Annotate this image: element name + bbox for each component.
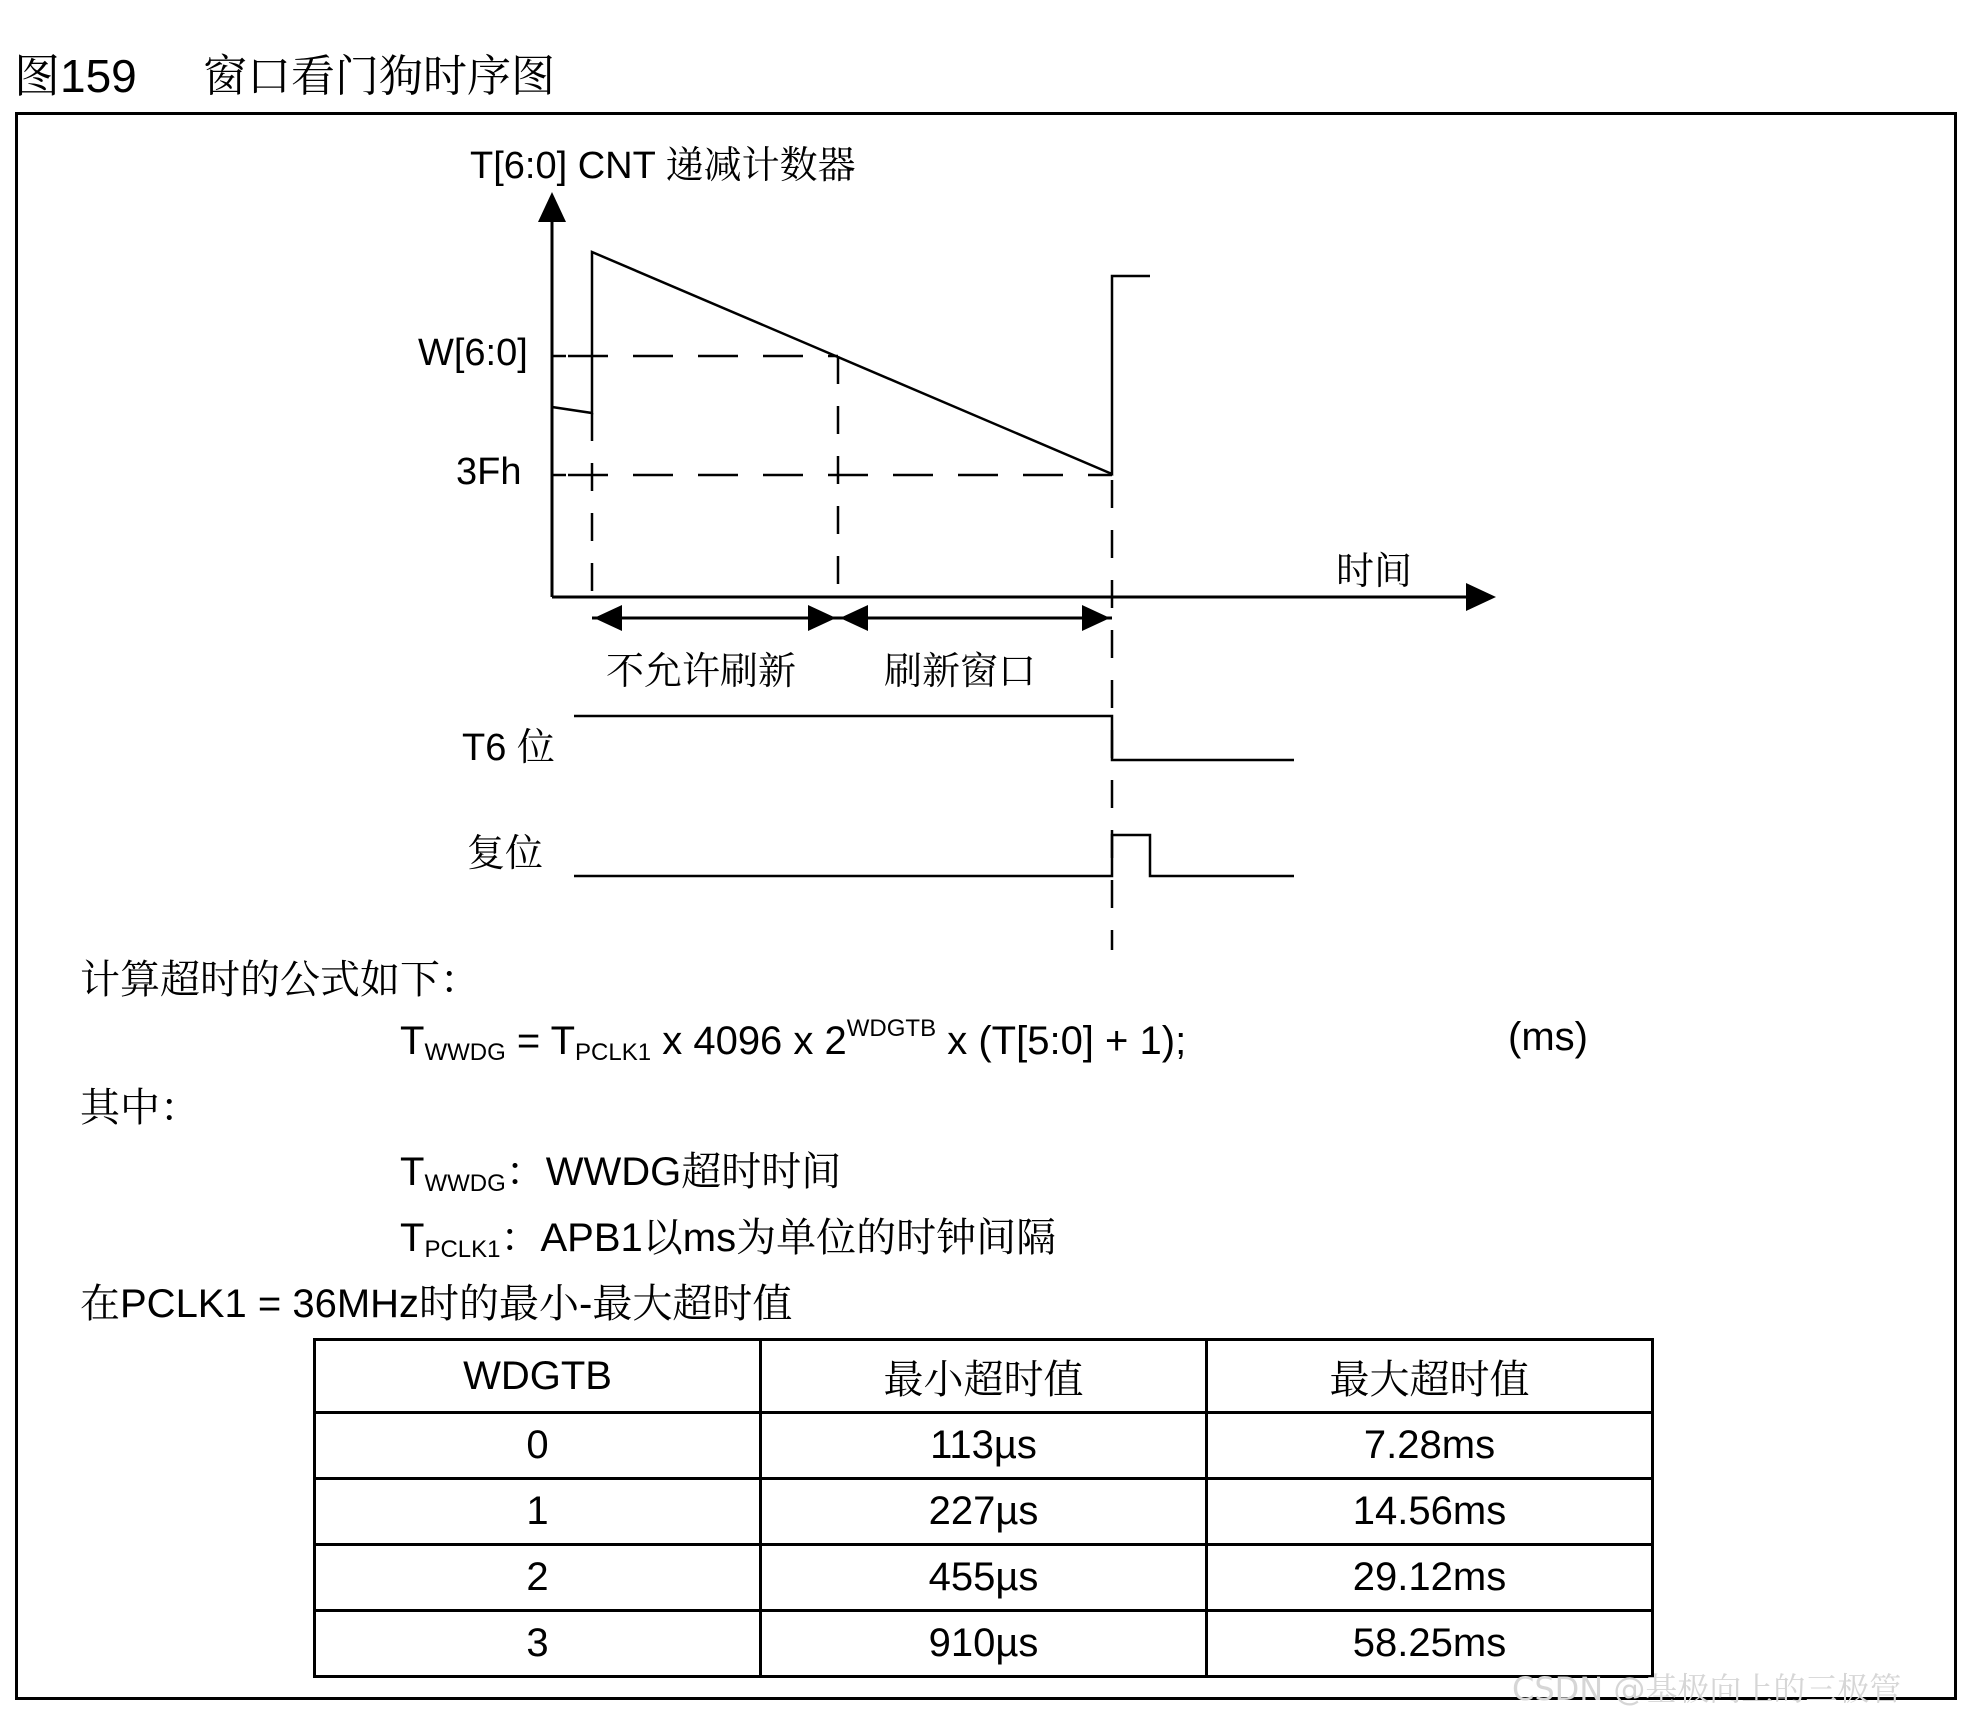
figure-title: 窗口看门狗时序图 [203, 51, 555, 102]
table-header-cell: 最大超时值 [1207, 1340, 1653, 1413]
table-cell: 3 [315, 1611, 761, 1677]
w-level-label: W[6:0] [418, 332, 528, 374]
table-row [315, 1479, 1653, 1545]
table-cell: 2 [315, 1545, 761, 1611]
watermark: CSDN @基极向上的三极管 [1512, 1670, 1902, 1708]
definition-twwdg: $T_{WWDG}$：WWDG超时时间 [400, 1150, 842, 1197]
table-cell: 227µs [761, 1479, 1207, 1545]
table-row [315, 1545, 1653, 1611]
counter-waveform [552, 252, 1150, 474]
table-row [315, 1611, 1653, 1677]
table-header-cell: WDGTB [315, 1340, 761, 1413]
figure-number: 图159 [14, 50, 137, 102]
where-label: 其中： [80, 1085, 200, 1131]
reset-signal [574, 835, 1294, 876]
table-intro: 在PCLK1 = 36MHz时的最小-最大超时值 [80, 1282, 793, 1326]
3fh-level-label: 3Fh [456, 451, 522, 493]
span-not-allowed-label: 不允许刷新 [606, 649, 797, 693]
formula-intro: 计算超时的公式如下： [80, 957, 480, 1003]
table-cell: 58.25ms [1207, 1611, 1653, 1677]
table-header-row [315, 1340, 1653, 1413]
table-cell: 113µs [761, 1413, 1207, 1479]
table-cell: 0 [315, 1413, 761, 1479]
formula-unit: (ms) [1508, 1015, 1588, 1059]
timeout-formula: $T_{WWDG} = T_{PCLK1}$ x 4096 x $2^{WDGTB}$ x (T[5:0] + 1); [400, 1015, 1187, 1066]
t6-signal [574, 716, 1294, 760]
table-row [315, 1413, 1653, 1479]
table-cell: 1 [315, 1479, 761, 1545]
table-cell: 7.28ms [1207, 1413, 1653, 1479]
y-axis-arrow [538, 192, 566, 222]
y-axis-label: T[6:0] CNT 递减计数器 [470, 145, 856, 187]
x-axis-label: 时间 [1336, 549, 1413, 593]
t6-signal-label: T6 位 [462, 727, 555, 769]
reset-signal-label: 复位 [467, 831, 544, 875]
table-cell: 29.12ms [1207, 1545, 1653, 1611]
span-refresh-window-label: 刷新窗口 [884, 649, 1037, 693]
table-header-cell: 最小超时值 [761, 1340, 1207, 1413]
definition-tpclk1: $T_{PCLK1}$：APB1以ms为单位的时钟间隔 [400, 1216, 1057, 1263]
table-cell: 14.56ms [1207, 1479, 1653, 1545]
table-cell: 455µs [761, 1545, 1207, 1611]
timeout-table [313, 1338, 1654, 1678]
x-axis-arrow [1466, 583, 1496, 611]
table-cell: 910µs [761, 1611, 1207, 1677]
